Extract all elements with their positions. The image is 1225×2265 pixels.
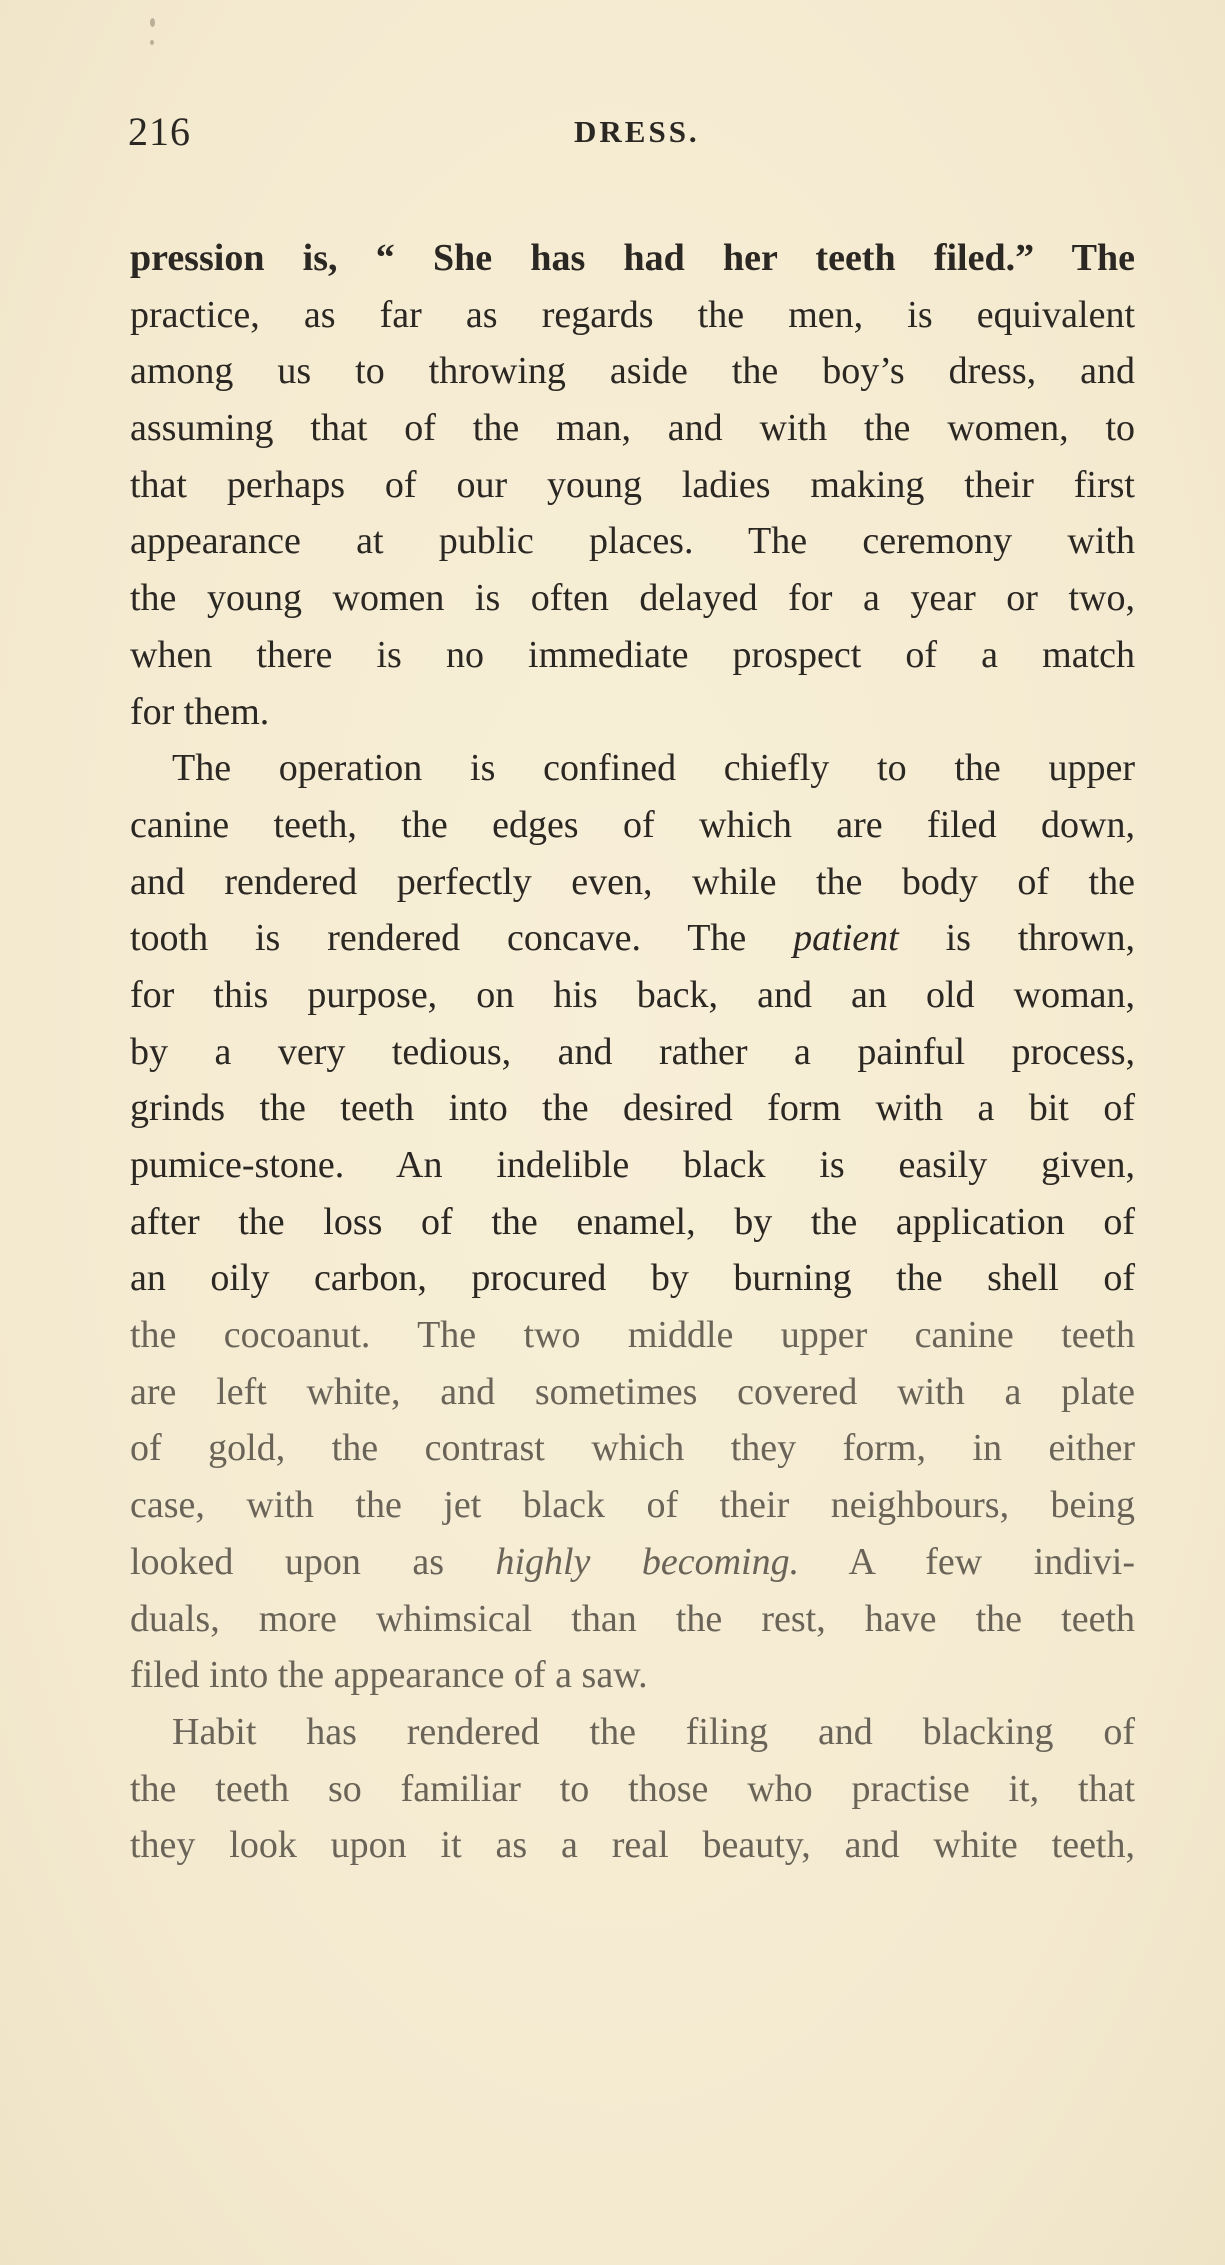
page-header: [128, 108, 1128, 168]
text-line-mixed: [130, 1534, 1135, 1591]
text-line: the young women is often delayed for a year or two,: [130, 577, 1135, 620]
text-line: that perhaps of our young ladies making their first: [130, 463, 1135, 506]
text-segment: looked upon as: [130, 1540, 444, 1583]
text-line: of gold, the contrast which they form, in either: [130, 1427, 1135, 1470]
text-line-mixed: [130, 910, 1135, 967]
paper-speck: [150, 40, 154, 45]
text-segment: is thrown,: [945, 917, 1135, 960]
text-line: the teeth so familiar to those who practise it, that: [130, 1767, 1135, 1810]
text-segment: tooth is rendered concave.: [130, 917, 641, 960]
text-line: appearance at public places. The ceremony with: [130, 520, 1135, 563]
text-line: canine teeth, the edges of which are filed down,: [130, 803, 1135, 846]
paragraph-3: [130, 1704, 1135, 1874]
italic-word: patient: [793, 917, 899, 960]
italic-phrase: highly becoming.: [495, 1540, 800, 1583]
text-line: and rendered perfectly even, while the body of the: [130, 860, 1135, 903]
text-line: an oily carbon, procured by burning the shell of: [130, 1257, 1135, 1300]
text-line: filed into the appearance of a saw.: [130, 1654, 648, 1697]
paragraph-2: [130, 740, 1135, 1704]
page-number: 216: [128, 109, 191, 154]
text-line: case, with the jet black of their neighbours, being: [130, 1484, 1135, 1527]
text-line: the cocoanut. The two middle upper canine teeth: [130, 1314, 1135, 1357]
text-line: among us to throwing aside the boy’s dress, and: [130, 350, 1135, 393]
body-text: [130, 230, 1135, 1874]
running-head: DRESS.: [574, 114, 700, 149]
text-line: they look upon it as a real beauty, and white teeth,: [130, 1824, 1135, 1867]
paragraph-1: [130, 230, 1135, 740]
text-line: pumice-stone. An indelible black is easily given,: [130, 1144, 1135, 1186]
text-line: by a very tedious, and rather a painful process,: [130, 1030, 1135, 1073]
text-line: for them.: [130, 690, 270, 733]
text-line: assuming that of the man, and with the women, to: [130, 407, 1135, 450]
text-line: duals, more whimsical than the rest, have the teeth: [130, 1597, 1135, 1640]
text-line: when there is no immediate prospect of a match: [130, 633, 1135, 676]
text-line: are left white, and sometimes covered with a plate: [130, 1370, 1135, 1413]
text-segment: A few indivi-: [848, 1540, 1136, 1583]
text-line: after the loss of the enamel, by the application of: [130, 1200, 1135, 1243]
text-line: The operation is confined chiefly to the upper: [172, 747, 1135, 790]
text-line: Habit has rendered the filing and blacking of: [172, 1710, 1135, 1753]
paper-speck: [150, 18, 155, 27]
text-line: pression is, “ She has had her teeth filed.” The: [130, 237, 1135, 279]
text-line: grinds the teeth into the desired form with a bit of: [130, 1087, 1135, 1130]
text-line: practice, as far as regards the men, is equivalent: [130, 293, 1135, 336]
text-line: for this purpose, on his back, and an old woman,: [130, 973, 1135, 1016]
text-segment: The: [687, 917, 747, 960]
